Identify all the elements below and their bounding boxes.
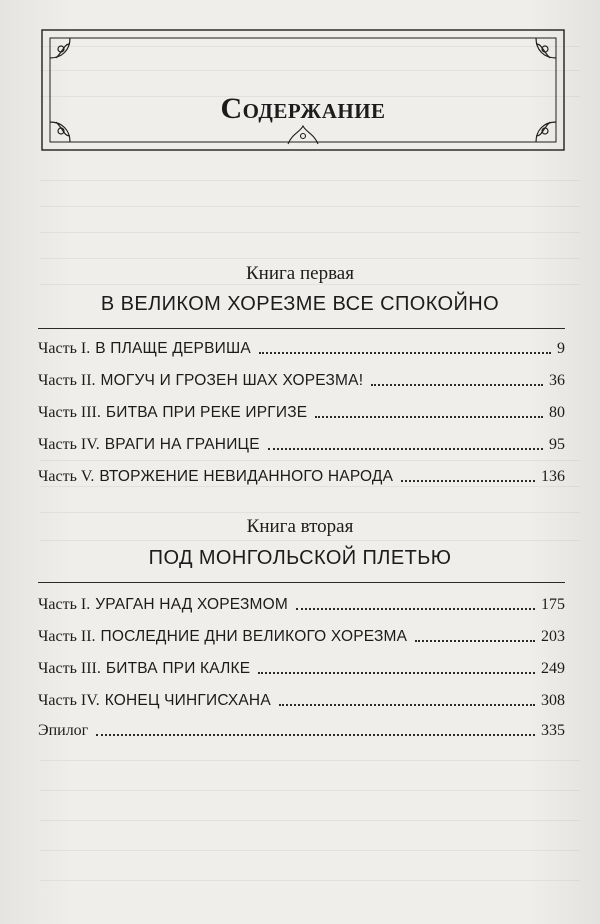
- toc-entry[interactable]: [38, 654, 565, 678]
- toc-entry-title: ВТОРЖЕНИЕ НЕВИДАННОГО НАРОДА: [99, 468, 394, 485]
- toc-entry[interactable]: [38, 398, 565, 422]
- book-one-title: В ВЕЛИКОМ ХОРЕЗМЕ ВСЕ СПОКОЙНО: [100, 293, 500, 315]
- toc-part-label: Часть V.: [38, 468, 95, 485]
- toc-page-number: 203: [541, 628, 565, 645]
- toc-page-number: 335: [541, 722, 565, 739]
- dot-leader: [315, 415, 543, 418]
- toc-part-label: Часть II.: [38, 372, 96, 389]
- toc-page-number: 95: [549, 436, 565, 453]
- dot-leader: [371, 383, 543, 386]
- toc-entry[interactable]: [38, 686, 565, 710]
- toc-part-label: Часть I.: [38, 340, 91, 357]
- toc-part-label: Эпилог: [38, 722, 89, 739]
- toc-entry-title: БИТВА ПРИ РЕКЕ ИРГИЗЕ: [105, 404, 308, 421]
- toc-page-number: 36: [549, 372, 565, 389]
- toc-entry[interactable]: [38, 366, 565, 390]
- toc-part-label: Часть III.: [38, 660, 101, 677]
- toc-entry-title: УРАГАН НАД ХОРЕЗМОМ: [95, 596, 289, 613]
- dot-leader: [259, 351, 551, 354]
- toc-part-label: Часть II.: [38, 628, 96, 645]
- toc-page-number: 175: [541, 596, 565, 613]
- book-one-label: Книга первая: [246, 263, 354, 284]
- toc-entry-title: БИТВА ПРИ КАЛКЕ: [105, 660, 251, 677]
- toc-part-label: Часть IV.: [38, 692, 100, 709]
- toc-entry-title: ВРАГИ НА ГРАНИЦЕ: [104, 436, 260, 453]
- toc-entry[interactable]: [38, 462, 565, 486]
- dot-leader: [279, 703, 535, 706]
- toc-page-number: 136: [541, 468, 565, 485]
- toc-entry[interactable]: [38, 334, 565, 358]
- dot-leader: [415, 639, 535, 642]
- book-one-divider: [38, 328, 565, 329]
- toc-part-label: Часть III.: [38, 404, 101, 421]
- toc-page-number: 80: [549, 404, 565, 421]
- toc-entry[interactable]: [38, 590, 565, 614]
- toc-entry-title: ПОСЛЕДНИЕ ДНИ ВЕЛИКОГО ХОРЕЗМА: [100, 628, 408, 645]
- toc-page-number: 308: [541, 692, 565, 709]
- dot-leader: [296, 607, 535, 610]
- dot-leader: [268, 447, 543, 450]
- toc-part-label: Часть IV.: [38, 436, 100, 453]
- toc-entry-epilogue[interactable]: [38, 716, 565, 740]
- ornament-frame-icon: [40, 28, 566, 152]
- toc-entry[interactable]: [38, 430, 565, 454]
- toc-page-number: 249: [541, 660, 565, 677]
- toc-entry-title: КОНЕЦ ЧИНГИСХАНА: [104, 692, 271, 709]
- toc-entry-title: В ПЛАЩЕ ДЕРВИША: [95, 340, 251, 357]
- page-title: Содержание: [220, 92, 386, 125]
- book-two-label: Книга вторая: [246, 516, 354, 537]
- toc-page-number: 9: [557, 340, 565, 357]
- book-two-divider: [38, 582, 565, 583]
- dot-leader: [401, 479, 535, 482]
- book-two-title: ПОД МОНГОЛЬСКОЙ ПЛЕТЬЮ: [148, 547, 452, 569]
- header-ornament-frame: [40, 28, 566, 152]
- toc-entry-title: МОГУЧ И ГРОЗЕН ШАХ ХОРЕЗМА!: [100, 372, 364, 389]
- dot-leader: [96, 733, 535, 736]
- toc-part-label: Часть I.: [38, 596, 91, 613]
- toc-entry[interactable]: [38, 622, 565, 646]
- dot-leader: [258, 671, 535, 674]
